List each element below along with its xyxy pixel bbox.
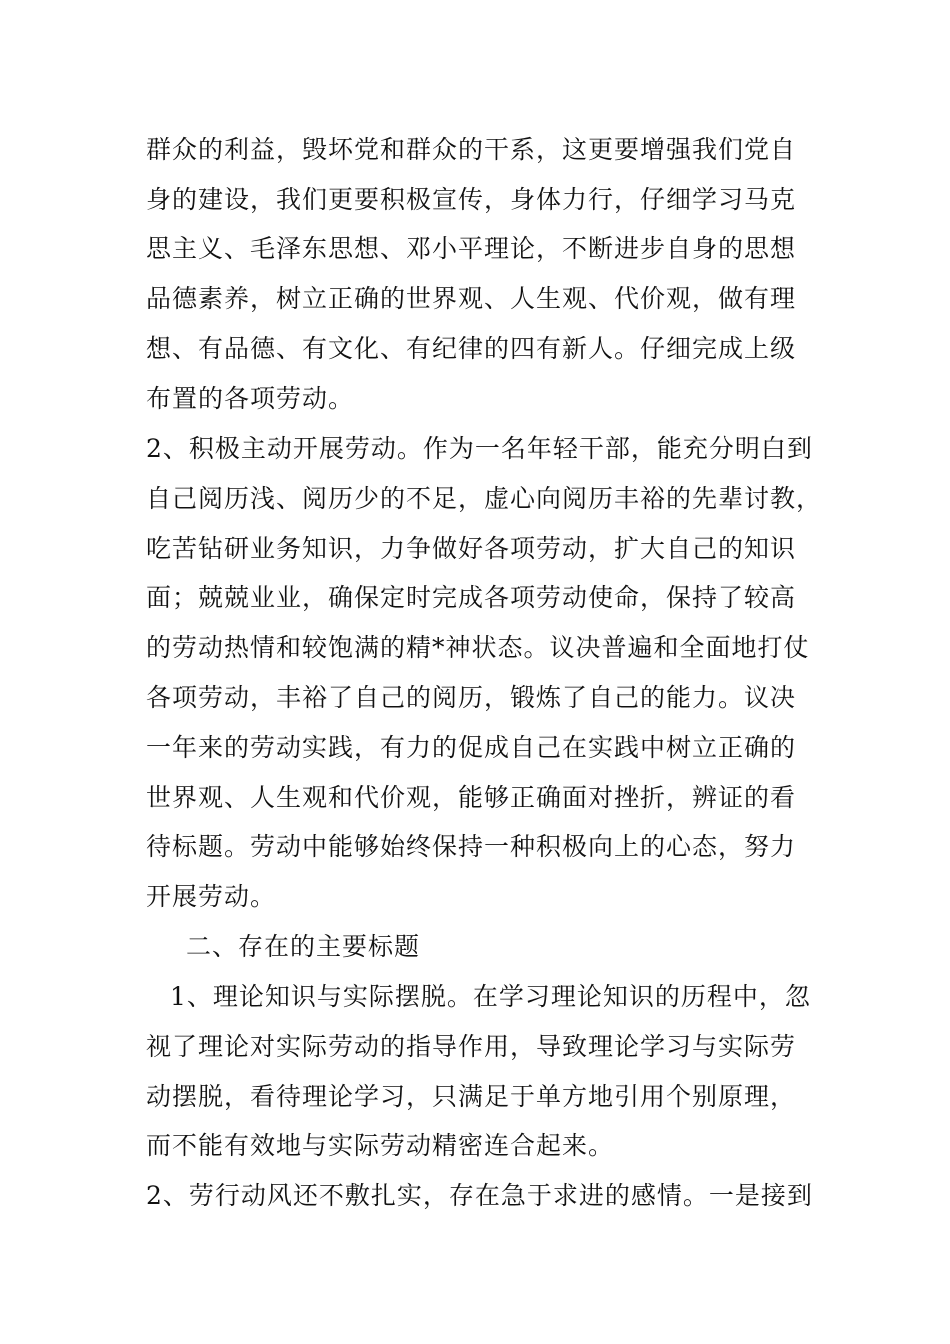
text-line: 世界观、人生观和代价观，能够正确面对挫折，辨证的看 <box>146 783 797 812</box>
section-heading: 二、存在的主要标题 <box>186 932 421 961</box>
numbered-paragraph-start: 2、劳行动风还不敷扎实，存在急于求进的感情。一是接到 <box>146 1181 813 1210</box>
text-line: 的劳动热情和较饱满的精*神状态。议决普遍和全面地打仗 <box>146 633 810 662</box>
text-line: 一年来的劳动实践，有力的促成自己在实践中树立正确的 <box>146 733 797 762</box>
text-line: 自己阅历浅、阅历少的不足，虚心向阅历丰裕的先辈讨教， <box>146 484 823 513</box>
text-line: 身的建设，我们更要积极宣传，身体力行，仔细学习马克 <box>146 185 797 214</box>
text-line: 动摆脱，看待理论学习，只满足于单方地引用个别原理， <box>146 1082 797 1111</box>
text-line: 开展劳动。 <box>146 882 277 911</box>
text-line: 思主义、毛泽东思想、邓小平理论，不断进步自身的思想 <box>146 234 797 263</box>
text-line: 品德素养，树立正确的世界观、人生观、代价观，做有理 <box>146 284 797 313</box>
text-line: 想、有品德、有文化、有纪律的四有新人。仔细完成上级 <box>146 334 797 363</box>
numbered-paragraph-start: 1、理论知识与实际摆脱。在学习理论知识的历程中，忽 <box>170 982 811 1011</box>
text-line: 面；兢兢业业，确保定时完成各项劳动使命，保持了较高 <box>146 583 797 612</box>
text-line: 布置的各项劳动。 <box>146 384 355 413</box>
text-line: 视了理论对实际劳动的指导作用，导致理论学习与实际劳 <box>146 1032 797 1061</box>
text-line: 群众的利益，毁坏党和群众的干系，这更要增强我们党自 <box>146 135 797 164</box>
text-line: 各项劳动，丰裕了自己的阅历，锻炼了自己的能力。议决 <box>146 683 797 712</box>
text-line: 待标题。劳动中能够始终保持一种积极向上的心态，努力 <box>146 832 797 861</box>
text-line: 而不能有效地与实际劳动精密连合起来。 <box>146 1131 615 1160</box>
text-line: 吃苦钻研业务知识，力争做好各项劳动，扩大自己的知识 <box>146 534 797 563</box>
numbered-paragraph-start: 2、积极主动开展劳动。作为一名年轻干部，能充分明白到 <box>146 434 813 463</box>
